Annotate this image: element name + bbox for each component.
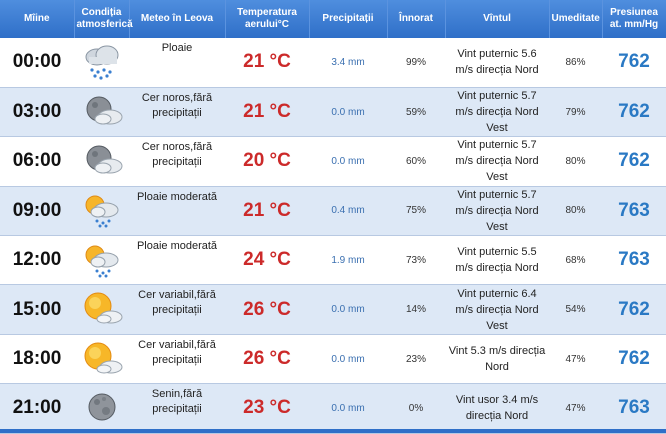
temperature-cell: 21 °C xyxy=(225,38,309,87)
header-wind: Vîntul xyxy=(445,0,549,38)
sun-cloud-icon xyxy=(79,288,125,328)
sun-cloud-rain-icon xyxy=(79,189,125,229)
temperature-cell: 20 °C xyxy=(225,137,309,186)
condition-cell xyxy=(74,186,129,235)
temperature-cell: 21 °C xyxy=(225,186,309,235)
sun-cloud-rain-icon xyxy=(79,239,125,279)
meteo-description: Ploaie xyxy=(129,38,225,87)
cloudiness-cell: 73% xyxy=(387,236,445,285)
temperature-cell: 24 °C xyxy=(225,236,309,285)
cloudiness-cell: 75% xyxy=(387,186,445,235)
temperature-cell: 21 °C xyxy=(225,87,309,136)
pressure-cell: 762 xyxy=(602,334,666,383)
precipitation-cell: 0.0 mm xyxy=(309,137,387,186)
meteo-description: Ploaie moderată xyxy=(129,236,225,285)
humidity-cell: 79% xyxy=(549,87,602,136)
precipitation-cell: 0.0 mm xyxy=(309,87,387,136)
header-condition: Condiția atmosferică xyxy=(74,0,129,38)
meteo-description: Senin,fără precipitații xyxy=(129,384,225,433)
meteo-description: Cer noros,fără precipitații xyxy=(129,137,225,186)
humidity-cell: 80% xyxy=(549,137,602,186)
cloudiness-cell: 99% xyxy=(387,38,445,87)
precipitation-cell: 0.0 mm xyxy=(309,285,387,334)
cloudiness-cell: 59% xyxy=(387,87,445,136)
condition-cell xyxy=(74,384,129,433)
table-row xyxy=(0,334,666,383)
pressure-cell: 763 xyxy=(602,186,666,235)
humidity-cell: 80% xyxy=(549,186,602,235)
wind-cell: Vint puternic 6.4 m/s direcția Nord Vest xyxy=(445,285,549,334)
sun-cloud-icon xyxy=(79,338,125,378)
cloudiness-cell: 0% xyxy=(387,384,445,433)
header-temperature: Temperatura aerului°C xyxy=(225,0,309,38)
time-cell: 06:00 xyxy=(0,137,74,186)
cloudiness-cell: 14% xyxy=(387,285,445,334)
pressure-cell: 762 xyxy=(602,38,666,87)
wind-cell: Vint usor 3.4 m/s direcția Nord xyxy=(445,384,549,433)
rain-cloud-icon xyxy=(79,41,125,81)
condition-cell xyxy=(74,87,129,136)
table-row xyxy=(0,384,666,433)
condition-cell xyxy=(74,285,129,334)
header-humidity: Umeditate xyxy=(549,0,602,38)
time-cell: 18:00 xyxy=(0,334,74,383)
table-row xyxy=(0,285,666,334)
pressure-cell: 763 xyxy=(602,384,666,433)
wind-cell: Vint puternic 5.6 m/s direcția Nord xyxy=(445,38,549,87)
cloudiness-cell: 60% xyxy=(387,137,445,186)
pressure-cell: 762 xyxy=(602,137,666,186)
cloudiness-cell: 23% xyxy=(387,334,445,383)
humidity-cell: 47% xyxy=(549,384,602,433)
meteo-description: Cer variabil,fără precipitații xyxy=(129,285,225,334)
moon-cloud-icon xyxy=(79,91,125,131)
wind-cell: Vint 5.3 m/s direcția Nord xyxy=(445,334,549,383)
time-cell: 03:00 xyxy=(0,87,74,136)
table-row xyxy=(0,186,666,235)
temperature-cell: 26 °C xyxy=(225,334,309,383)
precipitation-cell: 1.9 mm xyxy=(309,236,387,285)
precipitation-cell: 0.0 mm xyxy=(309,334,387,383)
pressure-cell: 762 xyxy=(602,285,666,334)
wind-cell: Vint puternic 5.7 m/s direcția Nord Vest xyxy=(445,87,549,136)
condition-cell xyxy=(74,38,129,87)
table-row xyxy=(0,236,666,285)
moon-cloud-icon xyxy=(79,140,125,180)
header-pressure: Presiunea at. mm/Hg xyxy=(602,0,666,38)
table-header-row xyxy=(0,0,666,38)
temperature-cell: 26 °C xyxy=(225,285,309,334)
time-cell: 21:00 xyxy=(0,384,74,433)
humidity-cell: 47% xyxy=(549,334,602,383)
time-cell: 12:00 xyxy=(0,236,74,285)
precipitation-cell: 3.4 mm xyxy=(309,38,387,87)
header-day: Mîine xyxy=(0,0,74,38)
wind-cell: Vint puternic 5.7 m/s direcția Nord Vest xyxy=(445,186,549,235)
moon-icon xyxy=(79,387,125,427)
pressure-cell: 762 xyxy=(602,87,666,136)
humidity-cell: 86% xyxy=(549,38,602,87)
time-cell: 00:00 xyxy=(0,38,74,87)
humidity-cell: 68% xyxy=(549,236,602,285)
table-row xyxy=(0,137,666,186)
header-meteo: Meteo în Leova xyxy=(129,0,225,38)
condition-cell xyxy=(74,334,129,383)
precipitation-cell: 0.0 mm xyxy=(309,384,387,433)
header-cloudiness: Înnorat xyxy=(387,0,445,38)
meteo-description: Ploaie moderată xyxy=(129,186,225,235)
humidity-cell: 54% xyxy=(549,285,602,334)
time-cell: 09:00 xyxy=(0,186,74,235)
wind-cell: Vint puternic 5.5 m/s direcția Nord xyxy=(445,236,549,285)
bottom-bar xyxy=(0,429,666,433)
table-row xyxy=(0,38,666,87)
meteo-description: Cer variabil,fără precipitații xyxy=(129,334,225,383)
precipitation-cell: 0.4 mm xyxy=(309,186,387,235)
wind-cell: Vint puternic 5.7 m/s direcția Nord Vest xyxy=(445,137,549,186)
time-cell: 15:00 xyxy=(0,285,74,334)
meteo-description: Cer noros,fără precipitații xyxy=(129,87,225,136)
condition-cell xyxy=(74,137,129,186)
header-precipitation: Precipitații xyxy=(309,0,387,38)
pressure-cell: 763 xyxy=(602,236,666,285)
temperature-cell: 23 °C xyxy=(225,384,309,433)
condition-cell xyxy=(74,236,129,285)
table-row xyxy=(0,87,666,136)
